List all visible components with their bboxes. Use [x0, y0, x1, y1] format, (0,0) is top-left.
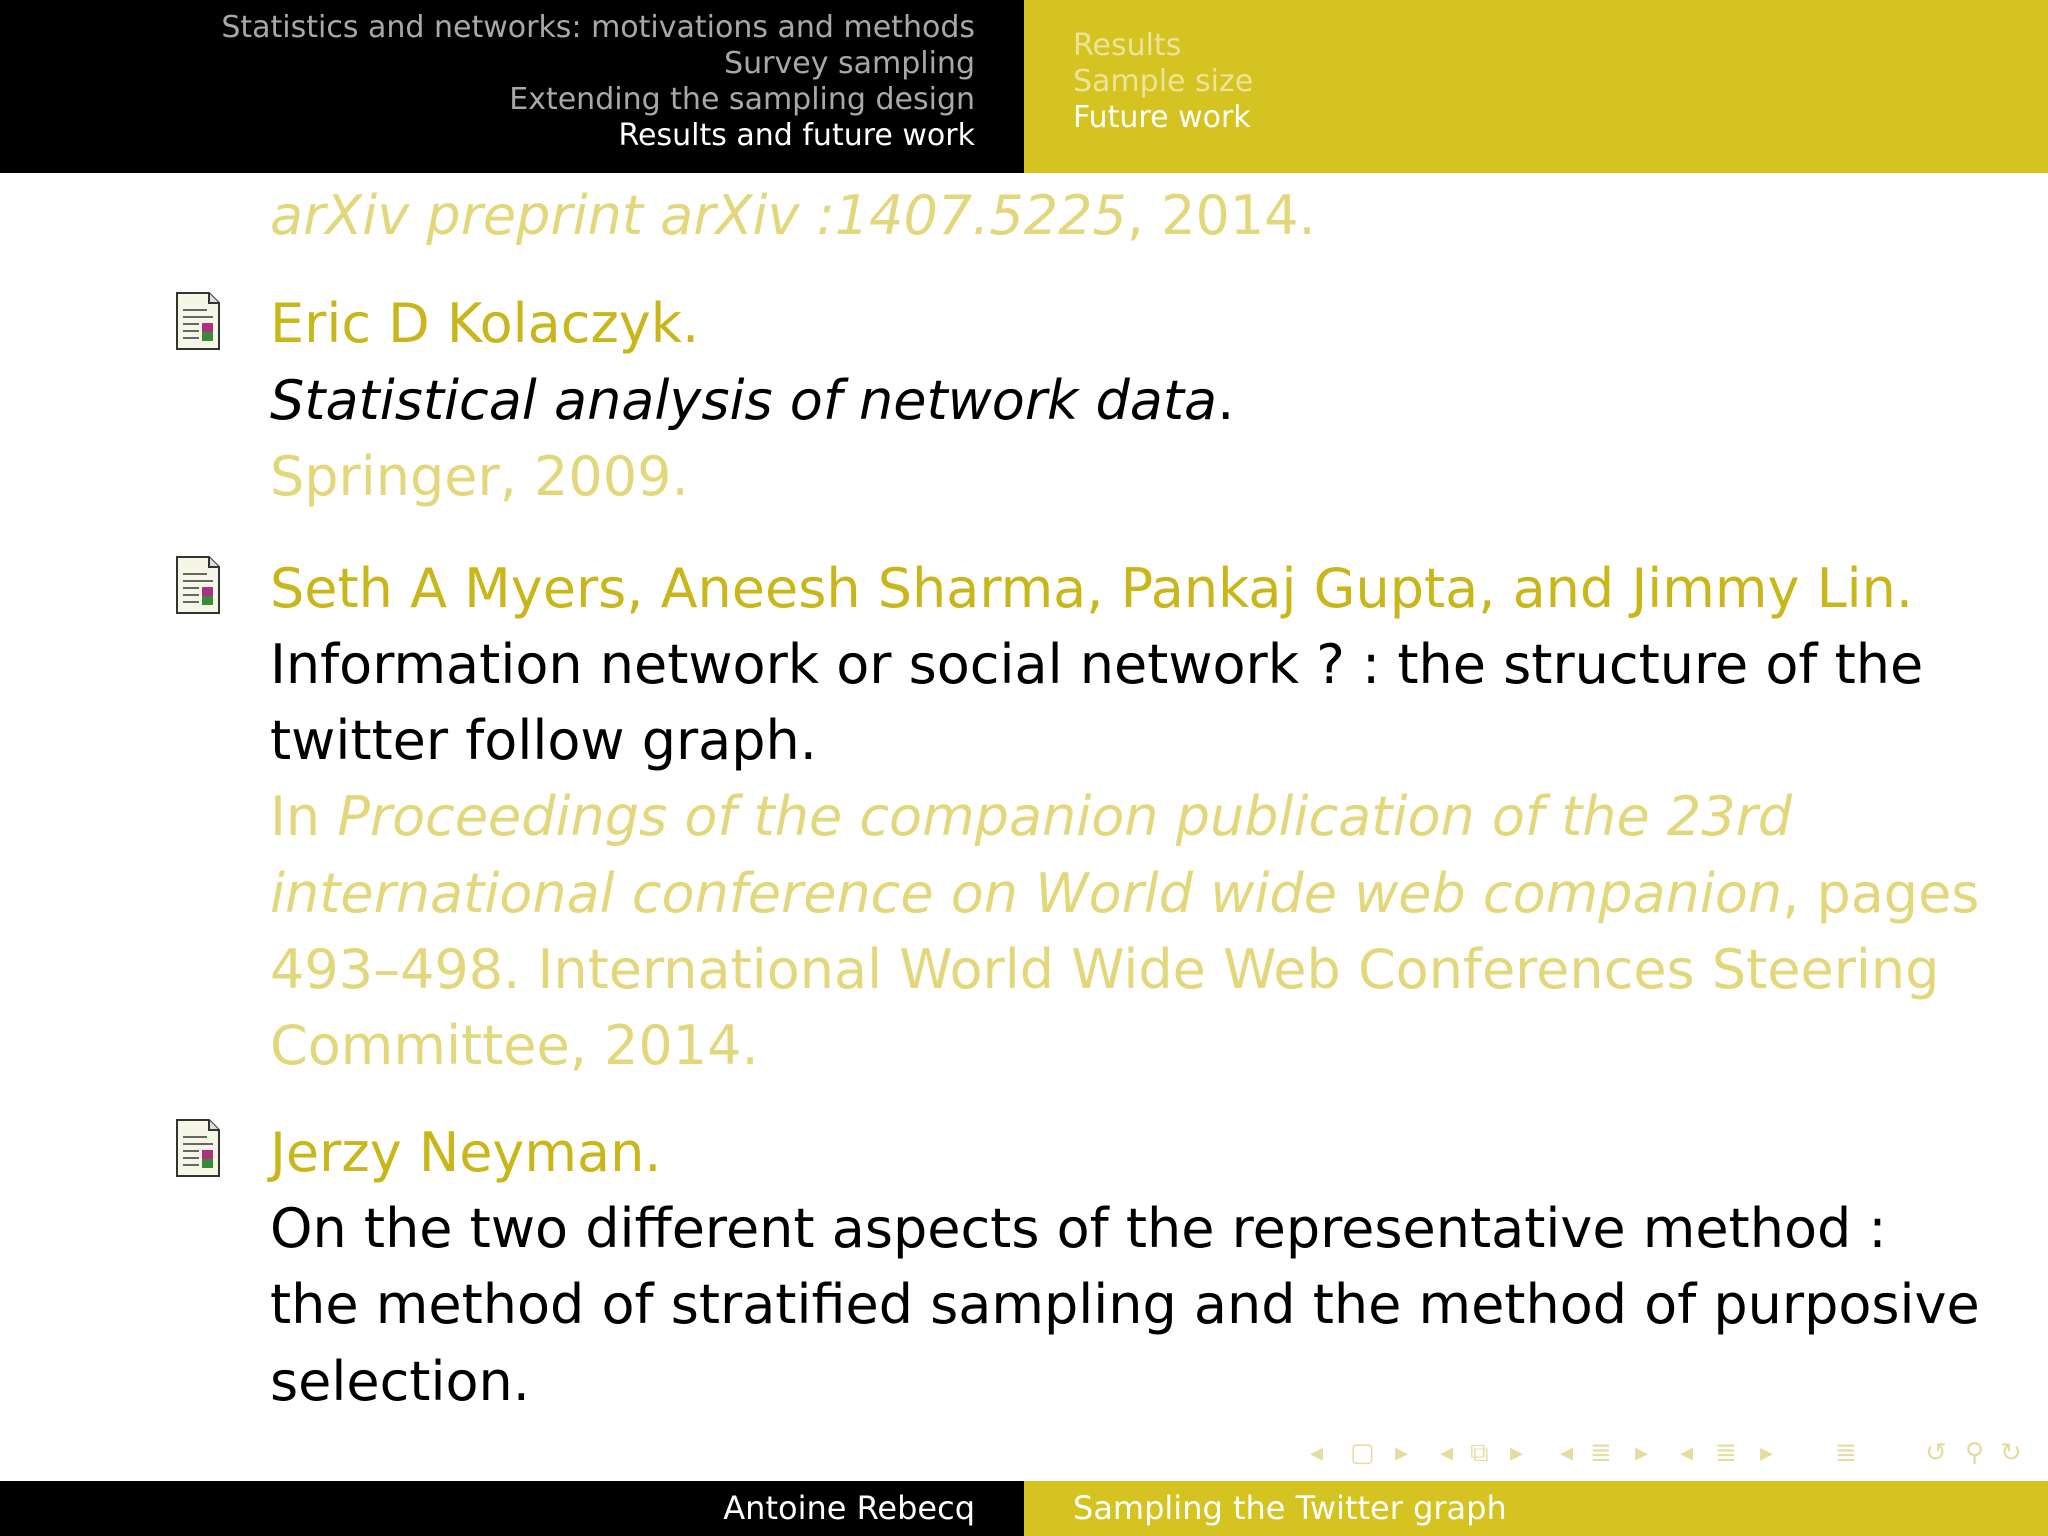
nav-doc-next-icon[interactable]: ▸: [1760, 1438, 1774, 1468]
nav-doc-prev-icon[interactable]: ◂: [1680, 1438, 1694, 1468]
nav-frame-prev-icon[interactable]: ◂: [1310, 1438, 1324, 1468]
section-link-extending-design[interactable]: Extending the sampling design: [509, 82, 975, 117]
nav-section-prev-icon[interactable]: ◂: [1560, 1438, 1574, 1468]
nav-search-icon[interactable]: ⚲: [1965, 1438, 1985, 1468]
nav-section-next-icon[interactable]: ▸: [1635, 1438, 1649, 1468]
reference-author: Seth A Myers, Aneesh Sharma, Pankaj Gupta, and Jimmy Lin.: [270, 557, 1914, 620]
article-icon: [175, 1118, 221, 1178]
reference-author: Jerzy Neyman.: [270, 1121, 662, 1184]
section-link-survey-sampling[interactable]: Survey sampling: [724, 46, 975, 81]
footer: [0, 1481, 2048, 1536]
nav-doc-icon[interactable]: ≣: [1715, 1438, 1737, 1468]
nav-forward-icon[interactable]: ↻: [2000, 1438, 2022, 1468]
article-icon: [175, 291, 221, 351]
subsection-link-future-work[interactable]: Future work: [1073, 100, 1251, 135]
subsection-link-sample-size[interactable]: Sample size: [1073, 64, 1254, 99]
subsection-link-results[interactable]: Results: [1073, 28, 1182, 63]
footer-right: [1024, 1481, 2048, 1536]
beamer-navigation: [1310, 1437, 2030, 1469]
section-link-results-future-work[interactable]: Results and future work: [618, 118, 975, 153]
nav-frame-next-icon[interactable]: ▸: [1395, 1438, 1409, 1468]
section-nav: [0, 0, 1024, 173]
reference-title: the method of stratified sampling and the method of purposive: [270, 1273, 1980, 1336]
reference-publication: Springer, 2009.: [270, 445, 689, 508]
reference-tail: arXiv preprint arXiv :1407.5225, 2014.: [270, 184, 1316, 247]
reference-author: Eric D Kolaczyk.: [270, 292, 700, 355]
nav-back-icon[interactable]: ↺: [1925, 1438, 1947, 1468]
footer-left: [0, 1481, 1024, 1536]
reference-publication: In Proceedings of the companion publication of the 23rd: [270, 785, 1793, 848]
reference-title: Statistical analysis of network data.: [270, 369, 1235, 432]
reference-publication: international conference on World wide web companion, pages: [270, 862, 1980, 925]
header: [0, 0, 2048, 173]
footer-title: Sampling the Twitter graph: [1073, 1489, 1507, 1527]
nav-subsection-icon[interactable]: ⧉: [1470, 1438, 1489, 1468]
footer-author: Antoine Rebecq: [723, 1489, 975, 1527]
article-icon: [175, 555, 221, 615]
reference-title: selection.: [270, 1350, 530, 1413]
nav-subsection-next-icon[interactable]: ▸: [1510, 1438, 1524, 1468]
nav-subsection-prev-icon[interactable]: ◂: [1440, 1438, 1454, 1468]
reference-title: twitter follow graph.: [270, 709, 817, 772]
bibliography: [0, 173, 2048, 1481]
nav-appendix-icon[interactable]: ≣: [1835, 1438, 1857, 1468]
nav-frame-icon[interactable]: ▢: [1350, 1438, 1375, 1468]
reference-publication: Committee, 2014.: [270, 1014, 759, 1077]
reference-title: Information network or social network ? : the structure of the: [270, 633, 1924, 696]
nav-section-icon[interactable]: ≣: [1590, 1438, 1612, 1468]
reference-title: On the two different aspects of the representative method :: [270, 1197, 1887, 1260]
subsection-nav: [1024, 0, 2048, 173]
section-link-motivations[interactable]: Statistics and networks: motivations and methods: [221, 10, 975, 45]
reference-publication: 493–498. International World Wide Web Conferences Steering: [270, 938, 1940, 1001]
